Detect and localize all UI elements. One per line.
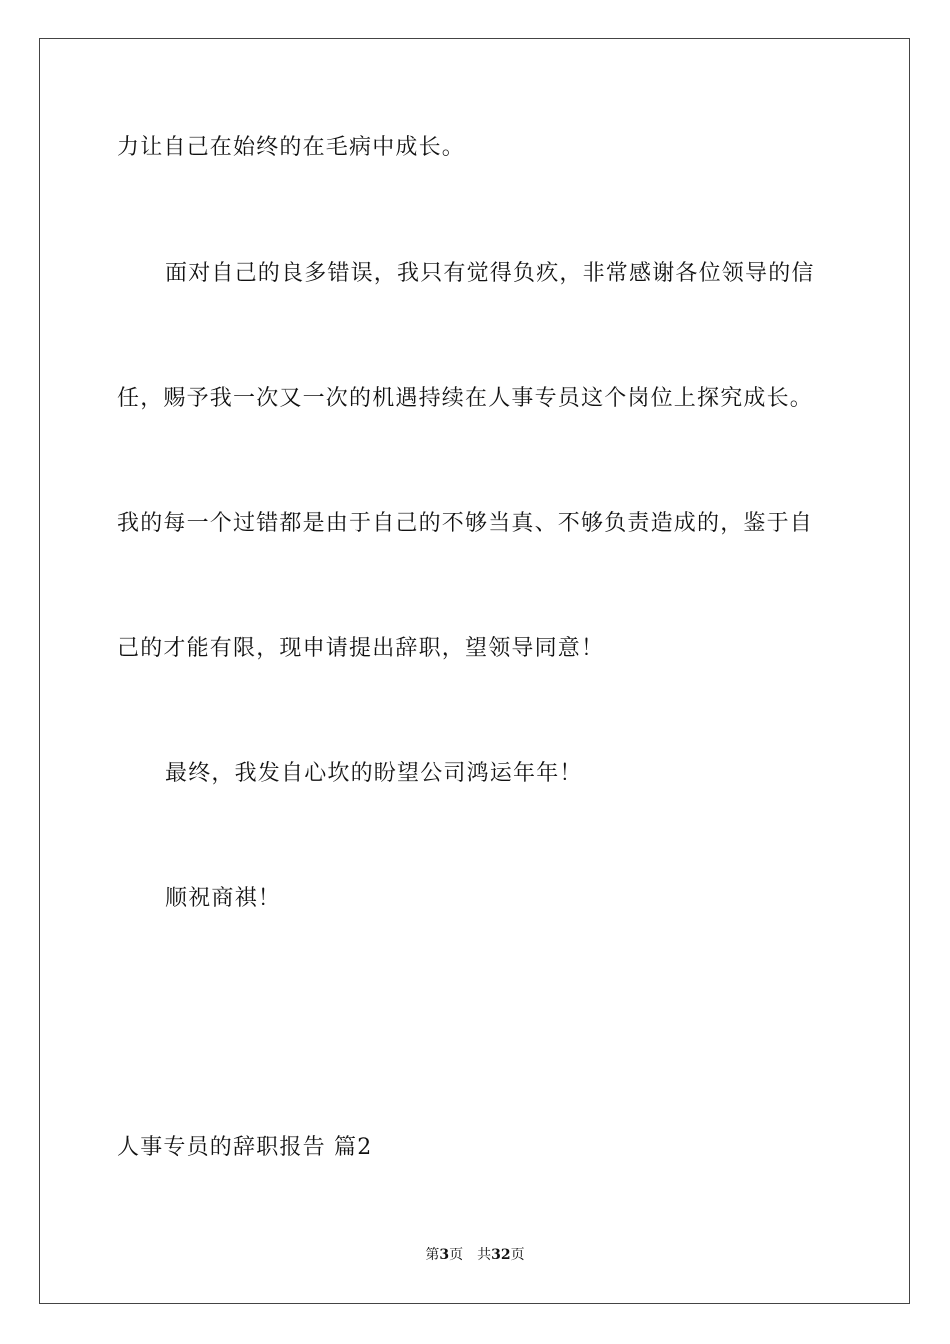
- paragraph-first-line: 面对自己的良多错误，我只有觉得负疚，非常感谢各位领导的信: [165, 261, 815, 286]
- salutation: 顺祝商祺！: [165, 886, 282, 911]
- page-suffix: 页: [449, 1247, 464, 1263]
- body-text-line: 任，赐予我一次又一次的机遇持续在人事专员这个岗位上探究成长。: [117, 386, 814, 411]
- body-text-line: 我的每一个过错都是由于自己的不够当真、不够负责造成的，鉴于自: [117, 511, 814, 536]
- body-text-line: 己的才能有限，现申请提出辞职，望领导同意！: [117, 636, 605, 661]
- total-prefix: 共: [477, 1247, 492, 1263]
- page-prefix: 第: [425, 1247, 440, 1263]
- page-footer: [0, 1246, 950, 1264]
- section-heading: 人事专员的辞职报告 篇2: [117, 1135, 373, 1160]
- total-page-count: 32: [491, 1247, 511, 1263]
- current-page-number: 3: [439, 1247, 450, 1263]
- total-suffix: 页: [510, 1247, 525, 1263]
- body-text-line: 力让自己在始终的在毛病中成长。: [117, 135, 466, 160]
- closing-wish: 最终，我发自心坎的盼望公司鸿运年年！: [165, 761, 583, 786]
- page-border: [39, 38, 910, 1304]
